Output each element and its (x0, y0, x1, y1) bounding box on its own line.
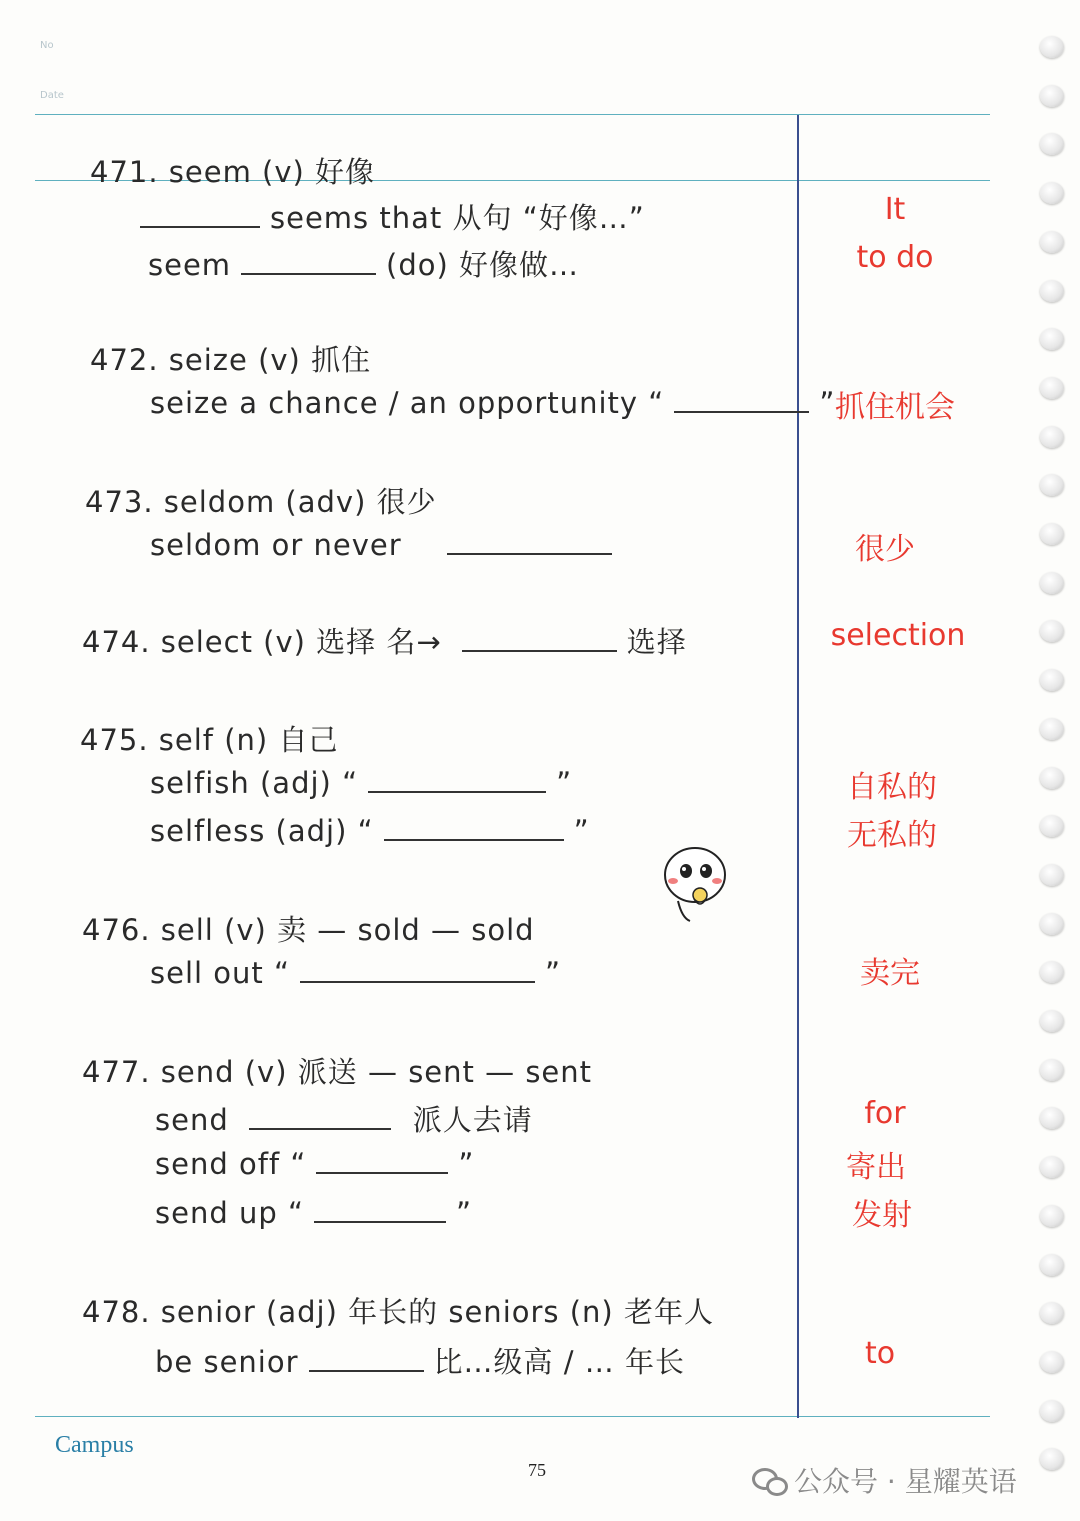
answer-476: 卖完 (860, 956, 920, 991)
binding-ring (1040, 1448, 1064, 1470)
binding-ring (1040, 1059, 1064, 1081)
binding-ring (1040, 1351, 1064, 1373)
entry-471-line-1: seems that 从句 “好像…” (140, 196, 645, 237)
entry-477-line-2: send off “ ” (155, 1147, 475, 1181)
blank[interactable] (140, 204, 260, 228)
entry-476-title: 476. sell (v) 卖 — sold — sold (82, 913, 535, 947)
header-no: No (40, 40, 54, 51)
blank[interactable] (316, 1150, 448, 1174)
binding-ring (1040, 620, 1064, 642)
blank[interactable] (309, 1348, 424, 1372)
binding-ring (1040, 377, 1064, 399)
blank[interactable] (241, 251, 376, 275)
entry-471-line-2: seem (do) 好像做… (148, 248, 580, 282)
watermark (752, 1460, 1017, 1500)
blank[interactable] (384, 817, 564, 841)
binding-ring (1040, 1156, 1064, 1178)
entry-473-line-1: seldom or never (150, 528, 622, 562)
entry-474-line-1: 474. select (v) 选择 名→ 选择 (82, 625, 687, 659)
binding-ring (1040, 913, 1064, 935)
binding-ring (1040, 133, 1064, 155)
page-number: 75 (528, 1460, 546, 1480)
blank[interactable] (674, 389, 809, 413)
watermark-text: 公众号 · 星耀英语 (794, 1465, 1017, 1498)
binding-ring (1040, 474, 1064, 496)
answer-478: to (864, 1336, 896, 1371)
binding-ring (1040, 36, 1064, 58)
entry-472-line-1: seize a chance / an opportunity “ ” (150, 386, 836, 420)
binding-ring (1040, 231, 1064, 253)
binding-ring (1040, 1302, 1064, 1324)
blank[interactable] (314, 1199, 446, 1223)
binding-ring (1040, 523, 1064, 545)
binding-ring (1040, 961, 1064, 983)
footer-brand: Campus (55, 1432, 134, 1458)
binding-ring (1040, 85, 1064, 107)
bottom-rule (35, 1416, 990, 1417)
binding-ring (1040, 669, 1064, 691)
binding-ring (1040, 718, 1064, 740)
entry-475-line-2: selfless (adj) “ ” (150, 814, 590, 848)
doodle-face-icon (660, 843, 730, 923)
answer-475-a: 自私的 (847, 770, 937, 805)
blank[interactable] (368, 769, 546, 793)
binding-ring (1040, 1010, 1064, 1032)
answer-471-b: to do (856, 240, 934, 275)
entry-475-title: 475. self (n) 自己 (80, 723, 339, 757)
header-date: Date (40, 90, 64, 101)
entry-473-title: 473. seldom (adv) 很少 (85, 485, 437, 519)
entry-478-line-1: be senior 比…级高 / … 年长 (155, 1345, 685, 1379)
entry-478-title: 478. senior (adj) 年长的 seniors (n) 老年人 (82, 1295, 714, 1329)
answer-477-c: 发射 (852, 1198, 912, 1233)
entry-477-title: 477. send (v) 派送 — sent — sent (82, 1055, 593, 1089)
blank[interactable] (447, 531, 612, 555)
binding-ring (1040, 767, 1064, 789)
answer-477-b: 寄出 (846, 1150, 906, 1185)
blank[interactable] (462, 628, 617, 652)
binding-ring (1040, 815, 1064, 837)
binding-ring (1040, 572, 1064, 594)
answer-471-a: It (884, 192, 906, 227)
entry-477-line-3: send up “ ” (155, 1196, 473, 1230)
entry-472-title: 472. seize (v) 抓住 (90, 343, 372, 377)
binding-ring (1040, 426, 1064, 448)
entry-477-line-1: send 派人去请 (155, 1103, 533, 1137)
binding-ring (1040, 1400, 1064, 1422)
top-rule (35, 114, 990, 115)
binding-ring (1040, 1107, 1064, 1129)
blank[interactable] (300, 959, 535, 983)
binding-ring (1040, 328, 1064, 350)
answer-474: selection (830, 618, 966, 653)
answer-477-a: for (864, 1096, 906, 1131)
binding-ring (1040, 182, 1064, 204)
answer-472: 抓住机会 (835, 390, 955, 425)
answer-473: 很少 (855, 532, 915, 567)
binding-ring (1040, 864, 1064, 886)
blank[interactable] (249, 1106, 391, 1130)
wechat-icon (752, 1466, 786, 1494)
answer-475-b: 无私的 (847, 818, 937, 853)
binding-ring (1040, 280, 1064, 302)
entry-476-line-1: sell out “ ” (150, 956, 562, 990)
binding-ring (1040, 1205, 1064, 1227)
entry-475-line-1: selfish (adj) “ ” (150, 766, 573, 800)
entry-471-title: 471. seem (v) 好像 (90, 155, 376, 189)
binding-ring (1040, 1254, 1064, 1276)
